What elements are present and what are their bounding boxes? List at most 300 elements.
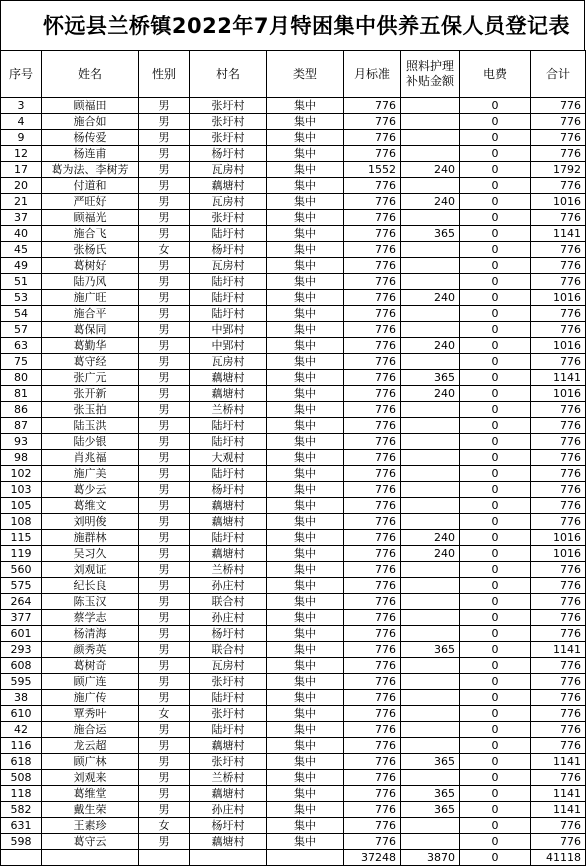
cell-seq: 9 [1,130,42,146]
cell-type: 集中 [267,642,344,658]
table-row [1,642,586,658]
cell-village: 杨圩村 [190,818,267,834]
header-seq: 序号 [1,51,42,98]
cell-total: 776 [531,562,586,578]
cell-total: 776 [531,690,586,706]
cell-electricity: 0 [460,834,531,850]
cell-total: 776 [531,834,586,850]
cell-gender: 女 [139,706,190,722]
cell-name: 刘观证 [42,562,139,578]
cell-type: 集中 [267,834,344,850]
cell-monthly: 776 [344,322,401,338]
cell-type: 集中 [267,690,344,706]
cell-care [401,674,460,690]
cell-village: 藕塘村 [190,546,267,562]
cell-village: 陆圩村 [190,226,267,242]
cell-seq: 582 [1,802,42,818]
cell-village: 中郢村 [190,322,267,338]
cell-type: 集中 [267,722,344,738]
cell-village: 杨圩村 [190,242,267,258]
cell-village: 陆圩村 [190,722,267,738]
header-care-line2: 补贴金额 [405,74,454,88]
cell-total: 776 [531,482,586,498]
cell-gender: 男 [139,722,190,738]
cell-electricity: 0 [460,402,531,418]
cell-seq: 17 [1,162,42,178]
cell-total: 776 [531,514,586,530]
cell-monthly: 776 [344,818,401,834]
table-row [1,178,586,194]
cell-type: 集中 [267,674,344,690]
cell-seq: 508 [1,770,42,786]
cell-electricity: 0 [460,626,531,642]
cell-village: 孙庄村 [190,578,267,594]
cell-total: 776 [531,322,586,338]
cell-electricity: 0 [460,818,531,834]
cell-seq: 98 [1,450,42,466]
cell-village: 藕塘村 [190,786,267,802]
cell-name: 施合平 [42,306,139,322]
cell-village: 藕塘村 [190,514,267,530]
cell-seq: 20 [1,178,42,194]
cell-care [401,562,460,578]
cell-gender: 男 [139,546,190,562]
cell-monthly: 776 [344,114,401,130]
cell-gender: 男 [139,402,190,418]
cell-gender: 男 [139,338,190,354]
cell-seq: 575 [1,578,42,594]
cell-total: 776 [531,402,586,418]
cell-total: 776 [531,210,586,226]
cell-electricity: 0 [460,418,531,434]
cell-seq: 75 [1,354,42,370]
cell-electricity: 0 [460,610,531,626]
cell-gender: 男 [139,162,190,178]
cell-seq: 53 [1,290,42,306]
cell-seq: 51 [1,274,42,290]
cell-village: 陆圩村 [190,306,267,322]
cell-gender: 男 [139,306,190,322]
cell-monthly: 776 [344,498,401,514]
cell-type: 集中 [267,146,344,162]
cell-monthly: 776 [344,258,401,274]
cell-total: 776 [531,738,586,754]
cell-care [401,514,460,530]
cell-village: 大观村 [190,450,267,466]
header-monthly: 月标准 [344,51,401,98]
cell-name: 葛守经 [42,354,139,370]
cell-name: 葛少云 [42,482,139,498]
totals-seq-cell [1,850,42,866]
cell-care [401,498,460,514]
cell-village: 瓦房村 [190,194,267,210]
cell-type: 集中 [267,418,344,434]
page-title: 怀远县兰桥镇2022年7月特困集中供养五保人员登记表 [0,0,585,50]
cell-care [401,354,460,370]
cell-care [401,114,460,130]
cell-monthly: 776 [344,786,401,802]
cell-type: 集中 [267,242,344,258]
table-row [1,562,586,578]
cell-monthly: 776 [344,770,401,786]
cell-name: 施广美 [42,466,139,482]
cell-village: 藕塘村 [190,738,267,754]
table-row [1,386,586,402]
cell-type: 集中 [267,786,344,802]
cell-name: 顾福田 [42,98,139,114]
cell-total: 1141 [531,786,586,802]
cell-monthly: 776 [344,562,401,578]
cell-name: 顾广林 [42,754,139,770]
cell-electricity: 0 [460,226,531,242]
cell-care [401,626,460,642]
cell-monthly: 776 [344,642,401,658]
cell-total: 1016 [531,338,586,354]
cell-village: 中郢村 [190,338,267,354]
header-name: 姓名 [42,51,139,98]
cell-village: 陆圩村 [190,418,267,434]
header-village: 村名 [190,51,267,98]
cell-electricity: 0 [460,290,531,306]
cell-care [401,594,460,610]
cell-care [401,578,460,594]
cell-village: 瓦房村 [190,162,267,178]
cell-name: 陆乃风 [42,274,139,290]
cell-name: 施合飞 [42,226,139,242]
cell-gender: 男 [139,146,190,162]
cell-electricity: 0 [460,722,531,738]
cell-seq: 116 [1,738,42,754]
table-row [1,498,586,514]
cell-total: 776 [531,658,586,674]
cell-monthly: 776 [344,402,401,418]
cell-name: 纪长良 [42,578,139,594]
totals-village-cell [190,850,267,866]
cell-village: 藕塘村 [190,386,267,402]
header-care-line1: 照料护理 [405,59,454,73]
cell-seq: 377 [1,610,42,626]
table-row [1,658,586,674]
cell-gender: 男 [139,754,190,770]
cell-village: 瓦房村 [190,658,267,674]
cell-gender: 男 [139,498,190,514]
cell-type: 集中 [267,610,344,626]
cell-gender: 男 [139,322,190,338]
cell-type: 集中 [267,802,344,818]
cell-village: 杨圩村 [190,146,267,162]
cell-monthly: 776 [344,466,401,482]
cell-monthly: 776 [344,546,401,562]
cell-gender: 男 [139,258,190,274]
cell-electricity: 0 [460,322,531,338]
cell-name: 葛树奇 [42,658,139,674]
cell-electricity: 0 [460,594,531,610]
cell-name: 杨清海 [42,626,139,642]
cell-care: 240 [401,338,460,354]
cell-electricity: 0 [460,450,531,466]
cell-village: 兰桥村 [190,402,267,418]
cell-village: 杨圩村 [190,626,267,642]
table-row [1,594,586,610]
table-row [1,146,586,162]
cell-name: 杨连甫 [42,146,139,162]
table-row [1,290,586,306]
cell-monthly: 776 [344,482,401,498]
cell-village: 张圩村 [190,754,267,770]
cell-monthly: 776 [344,658,401,674]
cell-monthly: 776 [344,386,401,402]
table-row [1,210,586,226]
cell-village: 张圩村 [190,706,267,722]
cell-name: 葛树好 [42,258,139,274]
cell-electricity: 0 [460,642,531,658]
table-body [1,98,586,850]
cell-village: 兰桥村 [190,770,267,786]
cell-gender: 男 [139,834,190,850]
cell-type: 集中 [267,466,344,482]
cell-electricity: 0 [460,466,531,482]
cell-seq: 54 [1,306,42,322]
cell-gender: 男 [139,786,190,802]
cell-electricity: 0 [460,498,531,514]
table-row [1,722,586,738]
cell-monthly: 776 [344,722,401,738]
table-row [1,626,586,642]
cell-type: 集中 [267,738,344,754]
table-row [1,674,586,690]
table-row [1,322,586,338]
cell-total: 776 [531,674,586,690]
cell-electricity: 0 [460,274,531,290]
cell-total: 776 [531,466,586,482]
table-row [1,194,586,210]
cell-gender: 男 [139,274,190,290]
cell-care [401,178,460,194]
cell-name: 覃秀叶 [42,706,139,722]
cell-total: 1016 [531,546,586,562]
cell-village: 张圩村 [190,210,267,226]
table-row [1,98,586,114]
table-row [1,226,586,242]
cell-gender: 男 [139,530,190,546]
cell-seq: 45 [1,242,42,258]
table-row [1,546,586,562]
table-row [1,578,586,594]
cell-type: 集中 [267,386,344,402]
cell-village: 陆圩村 [190,690,267,706]
cell-village: 孙庄村 [190,802,267,818]
cell-type: 集中 [267,770,344,786]
cell-care [401,434,460,450]
totals-type-cell [267,850,344,866]
cell-total: 776 [531,578,586,594]
cell-type: 集中 [267,514,344,530]
table-row [1,690,586,706]
cell-village: 藕塘村 [190,834,267,850]
cell-village: 藕塘村 [190,370,267,386]
cell-seq: 108 [1,514,42,530]
cell-seq: 87 [1,418,42,434]
cell-village: 藕塘村 [190,178,267,194]
cell-name: 葛为法、李树芳 [42,162,139,178]
cell-type: 集中 [267,114,344,130]
totals-total: 41118 [531,850,586,866]
cell-seq: 49 [1,258,42,274]
cell-type: 集中 [267,658,344,674]
cell-gender: 男 [139,578,190,594]
cell-monthly: 776 [344,754,401,770]
cell-name: 葛保同 [42,322,139,338]
totals-electricity: 0 [460,850,531,866]
table-row [1,802,586,818]
table-row [1,274,586,290]
cell-electricity: 0 [460,194,531,210]
cell-electricity: 0 [460,258,531,274]
cell-total: 776 [531,130,586,146]
cell-care [401,210,460,226]
cell-seq: 4 [1,114,42,130]
cell-village: 陆圩村 [190,274,267,290]
table-row [1,514,586,530]
cell-care: 240 [401,162,460,178]
cell-name: 施合运 [42,722,139,738]
cell-seq: 63 [1,338,42,354]
cell-care [401,706,460,722]
cell-total: 776 [531,98,586,114]
cell-electricity: 0 [460,802,531,818]
cell-total: 1141 [531,754,586,770]
cell-total: 776 [531,706,586,722]
cell-total: 1016 [531,386,586,402]
cell-care [401,610,460,626]
cell-gender: 男 [139,802,190,818]
header-gender: 性别 [139,51,190,98]
cell-gender: 男 [139,770,190,786]
cell-seq: 38 [1,690,42,706]
cell-electricity: 0 [460,162,531,178]
cell-village: 联合村 [190,594,267,610]
cell-village: 张圩村 [190,114,267,130]
cell-seq: 42 [1,722,42,738]
totals-care: 3870 [401,850,460,866]
table-row [1,258,586,274]
cell-seq: 103 [1,482,42,498]
cell-monthly: 776 [344,178,401,194]
cell-seq: 595 [1,674,42,690]
cell-seq: 3 [1,98,42,114]
cell-gender: 男 [139,370,190,386]
cell-type: 集中 [267,754,344,770]
cell-total: 776 [531,626,586,642]
cell-seq: 86 [1,402,42,418]
cell-care [401,242,460,258]
cell-name: 蔡学志 [42,610,139,626]
cell-care: 365 [401,754,460,770]
cell-type: 集中 [267,258,344,274]
table-row [1,706,586,722]
table-row [1,754,586,770]
cell-monthly: 776 [344,450,401,466]
cell-electricity: 0 [460,706,531,722]
cell-total: 1141 [531,226,586,242]
cell-monthly: 776 [344,578,401,594]
cell-gender: 男 [139,658,190,674]
header-electricity: 电费 [460,51,531,98]
cell-name: 顾广连 [42,674,139,690]
cell-electricity: 0 [460,546,531,562]
cell-gender: 男 [139,610,190,626]
cell-monthly: 776 [344,338,401,354]
cell-electricity: 0 [460,178,531,194]
cell-gender: 男 [139,194,190,210]
cell-seq: 118 [1,786,42,802]
cell-monthly: 776 [344,370,401,386]
cell-monthly: 776 [344,834,401,850]
cell-type: 集中 [267,370,344,386]
cell-type: 集中 [267,450,344,466]
cell-monthly: 776 [344,514,401,530]
cell-care [401,738,460,754]
cell-name: 施广传 [42,690,139,706]
cell-gender: 男 [139,354,190,370]
cell-seq: 37 [1,210,42,226]
header-total: 合计 [531,51,586,98]
table-row [1,466,586,482]
cell-type: 集中 [267,354,344,370]
cell-care [401,834,460,850]
cell-electricity: 0 [460,354,531,370]
cell-total: 776 [531,818,586,834]
table-row [1,610,586,626]
cell-monthly: 776 [344,98,401,114]
cell-gender: 男 [139,434,190,450]
cell-care: 240 [401,530,460,546]
cell-monthly: 776 [344,626,401,642]
cell-care: 365 [401,370,460,386]
cell-village: 藕塘村 [190,498,267,514]
cell-monthly: 776 [344,434,401,450]
cell-care [401,658,460,674]
cell-seq: 80 [1,370,42,386]
cell-seq: 264 [1,594,42,610]
table-row [1,338,586,354]
cell-care [401,258,460,274]
cell-monthly: 776 [344,194,401,210]
cell-electricity: 0 [460,98,531,114]
table-row [1,530,586,546]
cell-care [401,722,460,738]
table-row [1,370,586,386]
cell-village: 杨圩村 [190,482,267,498]
cell-gender: 男 [139,690,190,706]
cell-seq: 40 [1,226,42,242]
cell-total: 776 [531,146,586,162]
cell-name: 张杨氏 [42,242,139,258]
table-row [1,786,586,802]
cell-village: 张圩村 [190,674,267,690]
cell-type: 集中 [267,178,344,194]
cell-care [401,466,460,482]
cell-total: 776 [531,418,586,434]
cell-seq: 610 [1,706,42,722]
cell-gender: 男 [139,386,190,402]
cell-electricity: 0 [460,786,531,802]
cell-type: 集中 [267,162,344,178]
cell-total: 776 [531,178,586,194]
table-row [1,770,586,786]
cell-total: 1141 [531,370,586,386]
cell-monthly: 776 [344,226,401,242]
